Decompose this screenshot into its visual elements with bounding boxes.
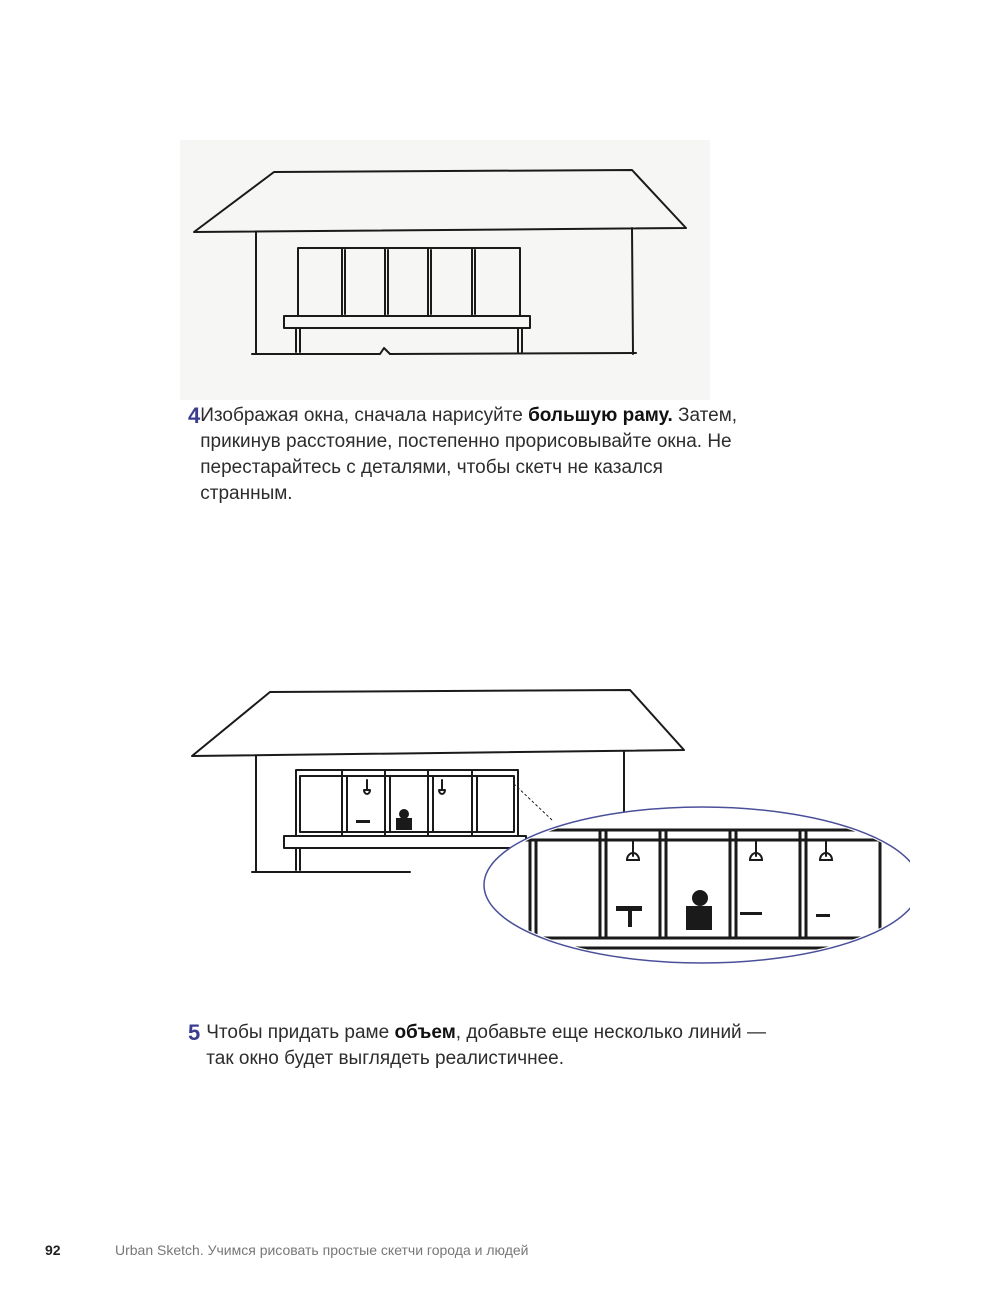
roof — [192, 690, 684, 756]
window-sill — [284, 316, 530, 328]
step-4 — [188, 403, 748, 507]
house-sketch-detail — [180, 680, 910, 970]
step-number: 5 — [188, 1020, 201, 1045]
step-5 — [188, 1020, 768, 1072]
step-number: 4 — [188, 403, 201, 428]
page-footer — [45, 1242, 528, 1258]
right-wall — [632, 228, 633, 354]
book-title: Urban Sketch. Учимся рисовать простые скетчи города и людей — [115, 1242, 529, 1258]
ground-line — [252, 348, 636, 354]
house-sketch-frame — [180, 140, 710, 400]
step-text: Чтобы придать раме объем, добавьте еще несколько линий — так окно будет выглядеть реалистичнее. — [206, 1022, 766, 1069]
window-frame — [298, 248, 520, 316]
page-number: 92 — [45, 1242, 61, 1258]
step-text: Изображая окна, сначала нарисуйте большую раму. Затем, прикинув расстояние, постепенно прорисовывайте окна. Не перестарайтесь с деталями, чтобы скетч не казался странным. — [200, 405, 738, 504]
roof — [194, 170, 686, 232]
